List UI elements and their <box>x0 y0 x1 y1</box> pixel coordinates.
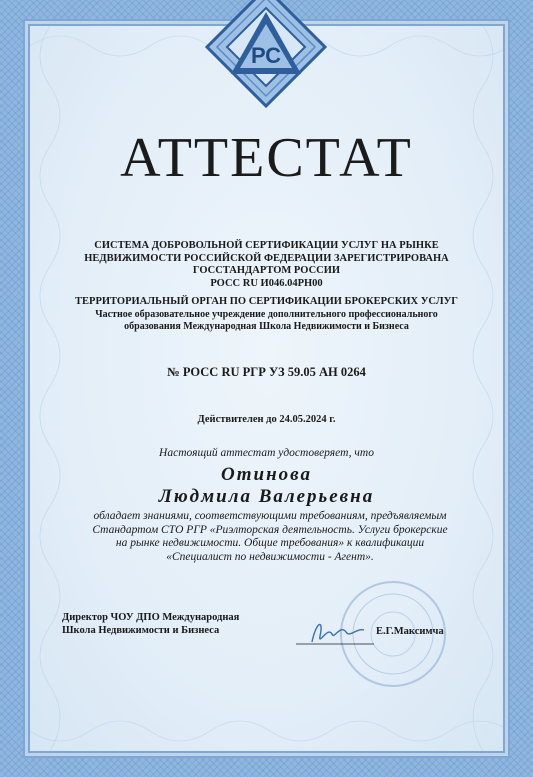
authority-line: Частное образовательное учреждение дополнительного профессионального <box>95 308 438 320</box>
logo-letters: РС <box>250 43 282 68</box>
system-line: СИСТЕМА ДОБРОВОЛЬНОЙ СЕРТИФИКАЦИИ УСЛУГ НА РЫНКЕ <box>94 240 439 251</box>
signatory-title-line: Директор ЧОУ ДПО Международная <box>62 612 240 623</box>
qualification-line: «Специалист по недвижимости - Агент». <box>166 550 374 563</box>
qualification-line: на рынке недвижимости. Общие требования» к квалификации <box>115 537 425 549</box>
authority-line: образования Международная Школа Недвижимости и Бизнеса <box>124 321 409 332</box>
recipient-name: Людмила Валерьевна <box>158 486 375 507</box>
authority-heading: ТЕРРИТОРИАЛЬНЫЙ ОРГАН ПО СЕРТИФИКАЦИИ БРОКЕРСКИХ УСЛУГ <box>75 296 458 307</box>
qualification-line: обладает знаниями, соответствующими требованиям, предъявляемым <box>93 510 447 522</box>
qualification-text <box>60 510 480 564</box>
signature <box>290 612 376 652</box>
system-line: НЕДВИЖИМОСТИ РОССИЙСКОЙ ФЕДЕРАЦИИ ЗАРЕГИСТРИРОВАНА <box>84 252 449 264</box>
signatory-name: Е.Г.Максимча <box>376 626 444 637</box>
certificate-number: № РОСС RU РГР УЗ 59.05 АН 0264 <box>167 365 366 379</box>
signatory-title-line: Школа Недвижимости и Бизнеса <box>62 625 220 636</box>
system-line: ГОССТАНДАРТОМ РОССИИ <box>192 265 341 276</box>
validity-date: Действителен до 24.05.2024 г. <box>197 414 336 425</box>
signatory-title <box>62 611 292 637</box>
certifies-text: Настоящий аттестат удостоверяет, что <box>159 447 374 459</box>
authority-block <box>40 296 493 334</box>
registration-number: РОСС RU И046.04РН00 <box>210 277 323 289</box>
system-heading <box>40 240 493 290</box>
certificate-title: АТТЕСТАТ <box>120 127 413 189</box>
qualification-line: Стандартом СТО РГР «Риэлторская деятельность. Услуги брокерские <box>92 523 448 536</box>
logo-emblem <box>203 0 329 110</box>
recipient-surname: Отинова <box>221 464 312 485</box>
